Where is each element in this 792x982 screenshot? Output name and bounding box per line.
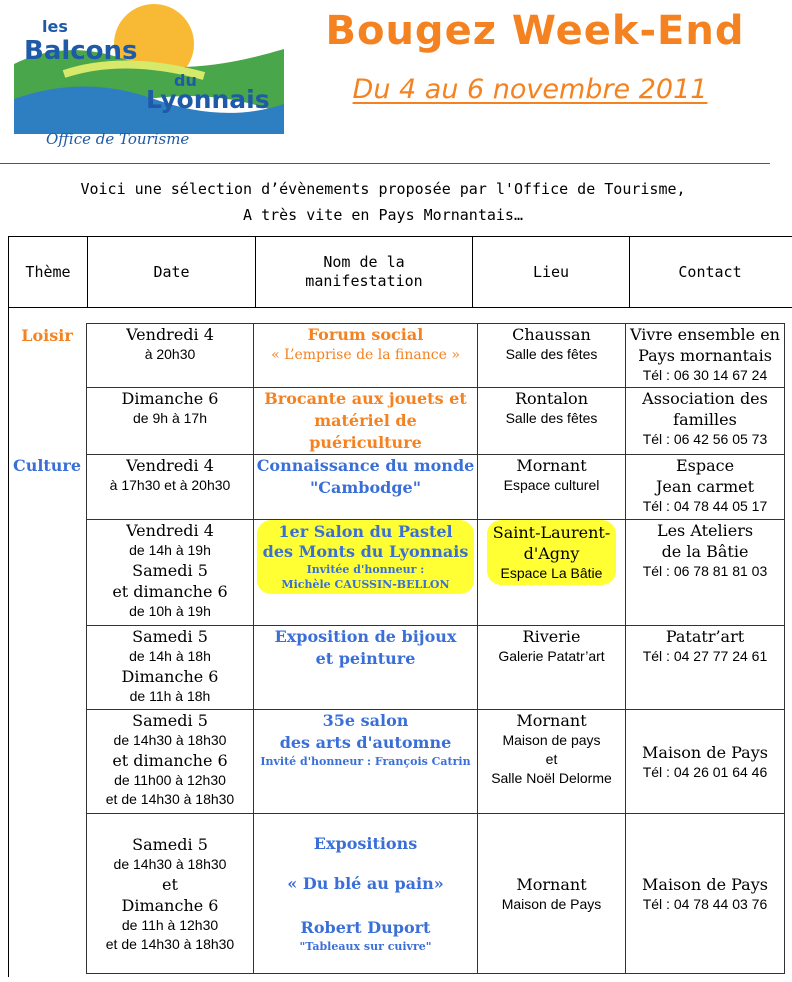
intro-line-1: Voici une sélection d’évènements proposée par l'Office de Tourisme,	[80, 180, 686, 198]
table-row	[87, 710, 785, 814]
svg-text:Office de Tourisme: Office de Tourisme	[46, 130, 190, 148]
table-row	[87, 324, 785, 388]
highlight-mark: Saint-Laurent- d'Agny Espace La Bâtie	[487, 520, 616, 585]
theme-culture: Culture	[12, 456, 82, 475]
highlight-mark: 1er Salon du Pastel des Monts du Lyonnais Invitée d'honneur : Michèle CAUSSIN-BELLON	[257, 520, 475, 594]
event-contact: Les Ateliers de la Bâtie Tél : 06 78 81 81 03	[626, 520, 785, 626]
divider	[0, 163, 770, 164]
table-row	[87, 520, 785, 626]
event-name: Exposition de bijoux et peinture	[254, 626, 478, 710]
theme-loisir: Loisir	[21, 326, 73, 345]
event-name: Expositions « Du blé au pain» Robert Duport "Tableaux sur cuivre"	[254, 814, 478, 974]
event-name	[254, 520, 478, 626]
col-header-lieu: Lieu	[532, 262, 570, 281]
event-date: Samedi 5 de 14h30 à 18h30 et Dimanche 6 de 11h à 12h30 et de 14h30 à 18h30	[87, 814, 254, 974]
intro-line-2: A très vite en Pays Mornantais…	[243, 206, 523, 224]
event-name: 35e salon des arts d'automne Invité d'honneur : François Catrin	[254, 710, 478, 814]
event-place	[478, 520, 626, 626]
event-contact: Patatr’art Tél : 04 27 77 24 61	[626, 626, 785, 710]
event-name: Brocante aux jouets et matériel de puériculture	[254, 388, 478, 455]
event-place: Mornant Maison de Pays	[478, 814, 626, 974]
table-row	[87, 388, 785, 455]
event-date: Vendredi 4 de 14h à 19h Samedi 5 et dimanche 6 de 10h à 19h	[87, 520, 254, 626]
office-tourisme-logo	[4, 4, 286, 156]
svg-text:Lyonnais: Lyonnais	[146, 85, 270, 114]
svg-text:les: les	[42, 17, 68, 36]
event-place: Riverie Galerie Patatr’art	[478, 626, 626, 710]
event-place: Rontalon Salle des fêtes	[478, 388, 626, 455]
col-header-date: Date	[153, 262, 190, 281]
page-title: Bougez Week-End	[325, 8, 745, 54]
event-contact: Vivre ensemble en Pays mornantais Tél : 06 30 14 67 24	[626, 324, 785, 388]
event-place: Mornant Maison de pays et Salle Noël Delorme	[478, 710, 626, 814]
event-place: Chaussan Salle des fêtes	[478, 324, 626, 388]
event-contact: Maison de Pays Tél : 04 26 01 64 46	[626, 710, 785, 814]
event-contact: Association des familles Tél : 06 42 56 05 73	[626, 388, 785, 455]
event-contact: Maison de Pays Tél : 04 78 44 03 76	[626, 814, 785, 974]
table-row	[87, 455, 785, 520]
svg-text:du: du	[174, 71, 197, 90]
event-place: Mornant Espace culturel	[478, 455, 626, 520]
event-date: Vendredi 4 à 20h30	[87, 324, 254, 388]
col-header-contact: Contact	[678, 262, 742, 281]
event-date: Samedi 5 de 14h30 à 18h30 et dimanche 6 de 11h00 à 12h30 et de 14h30 à 18h30	[87, 710, 254, 814]
table-header	[9, 237, 792, 308]
col-header-nom: Nom de la manifestation	[305, 253, 423, 290]
event-date: Dimanche 6 de 9h à 17h	[87, 388, 254, 455]
table-row	[87, 626, 785, 710]
event-date: Samedi 5 de 14h à 18h Dimanche 6 de 11h à 18h	[87, 626, 254, 710]
event-name: Connaissance du monde "Cambodge"	[254, 455, 478, 520]
page-subtitle: Du 4 au 6 novembre 2011	[352, 74, 708, 105]
event-name: Forum social « L’emprise de la finance »	[254, 324, 478, 388]
col-header-theme: Thème	[25, 262, 71, 281]
events-table	[86, 323, 785, 974]
event-contact: Espace Jean carmet Tél : 04 78 44 05 17	[626, 455, 785, 520]
svg-text:Balcons: Balcons	[24, 36, 138, 66]
table-row	[87, 814, 785, 974]
event-date: Vendredi 4 à 17h30 et à 20h30	[87, 455, 254, 520]
intro-text	[0, 176, 766, 228]
